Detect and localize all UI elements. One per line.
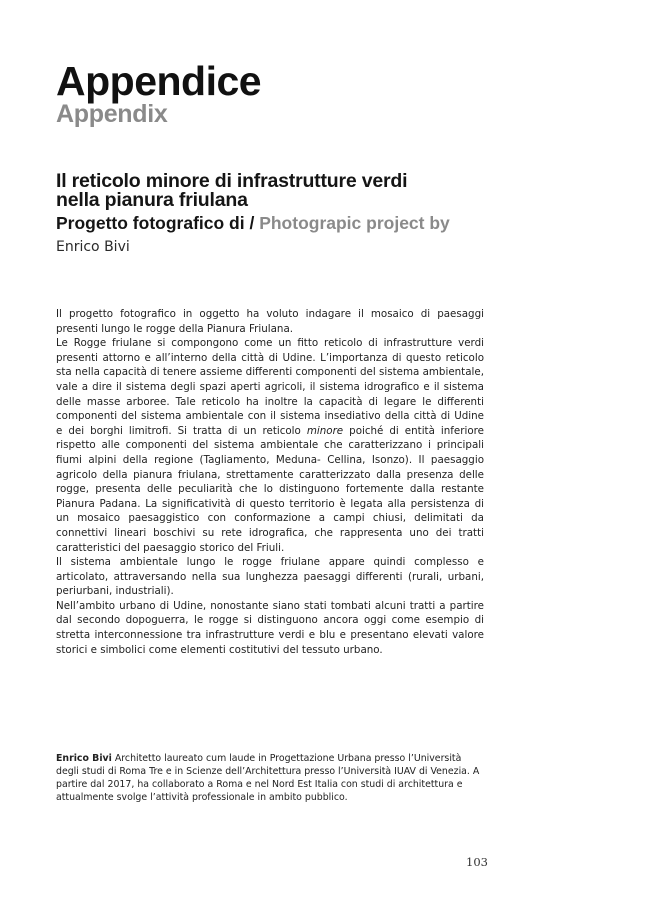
paragraph-1: Il progetto fotografico in oggetto ha voluto indagare il mosaico di paesaggi presenti lungo le rogge della Pianura Friulana.: [56, 308, 484, 335]
article-title: [56, 172, 496, 210]
paragraph-2-part-a: Le Rogge friulane si compongono come un fitto reticolo di infrastrutture verdi presenti attorno e all’interno della città di Udine. L’importanza di questo reticolo sta nella capacità di tenere assieme differenti componenti del sistema ambientale, vale a dire il sistema degli spazi aperti agricoli, il sistema idrografico e il sistema delle masse arboree. Tale reticolo ha inoltre la capacità di legare le differenti componenti del sistema ambientale con il sistema insediativo della città di Udine e dei borghi limitrofi. Si tratta di un reticolo: [56, 337, 484, 437]
author-name: Enrico Bivi: [56, 239, 130, 255]
article-header: [56, 172, 496, 259]
article-title-line1: Il reticolo minore di infrastrutture verdi: [56, 170, 408, 192]
author-bio: [56, 752, 484, 804]
project-credit-english: Photograpic project by: [259, 213, 450, 233]
bio-text: Architetto laureato cum laude in Progettazione Urbana presso l’Università degli studi di Roma Tre e in Scienze dell’Architettura presso l’Università IUAV di Venezia. A partire dal 2017, ha collaborato a Roma e nel Nord Est Italia con studi di architettura e attualmente svolge l’attività professionale in ambito pubblico.: [56, 753, 480, 803]
paragraph-2-emphasis: minore: [306, 424, 344, 437]
bio-name: Enrico Bivi: [56, 753, 112, 764]
section-subtitle: Appendix: [56, 100, 168, 128]
paragraph-2-part-b: poiché di entità inferiore rispetto alle componenti del sistema ambientale che caratterizzano i principali fiumi alpini della regione (Tagliamento, Meduna- Cellina, Isonzo). Il paesaggio agricolo della pianura friulana, strettamente caratterizzato dalla presenza delle rogge, presenta delle peculiarità che lo distinguono fortemente dalla restante Pianura Padana. La significatività di questo territorio è legata alla persistenza di un mosaico paesaggistico con conformazione a campi chiusi, delimitati da connettivi lineari boschivi su rete idrografica, che rappresenta uno dei tratti caratteristici del paesaggio storico del Friuli.: [56, 424, 484, 554]
section-title: Appendice: [56, 58, 262, 104]
section-heading: [56, 60, 496, 127]
paragraph-3: Il sistema ambientale lungo le rogge friulane appare quindi complesso e articolato, attraversando nella sua lunghezza paesaggi differenti (rurali, urbani, periurbani, industriali).: [56, 556, 484, 598]
article-title-line2: nella pianura friulana: [56, 189, 248, 211]
paragraph-4: Nell’ambito urbano di Udine, nonostante siano stati tombati alcuni tratti a partire dal secondo dopoguerra, le rogge si distinguono ancora oggi come esempio di stretta interconnessione tra infrastrutture verdi e blu e presentano elevati valore storici e simbolici come elementi costitutivi del tessuto urbano.: [56, 599, 484, 656]
page-number: 103: [466, 855, 488, 869]
project-credit-italian: Progetto fotografico di /: [56, 213, 260, 233]
project-credit: [56, 212, 496, 234]
article-body: [56, 307, 484, 657]
paragraph-2: [56, 336, 484, 555]
